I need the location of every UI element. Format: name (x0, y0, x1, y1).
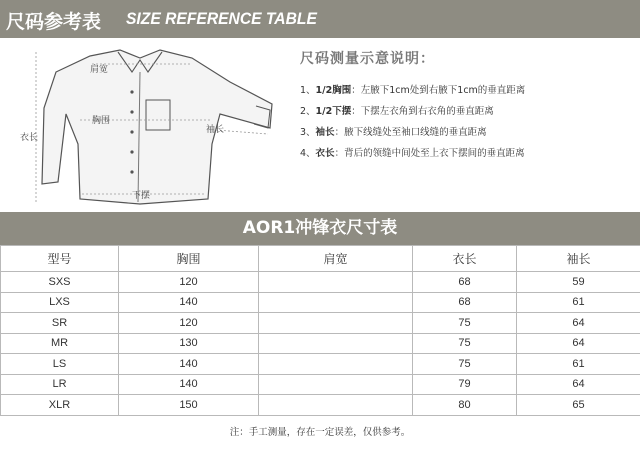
page-header (0, 0, 640, 38)
explanation-item: 4、衣长：背后的领缝中间处至上衣下摆间的垂直距离 (300, 148, 525, 159)
size-table (0, 245, 640, 416)
header-shoulder: 肩宽 (259, 246, 413, 272)
explanation-item: 2、1/2下摆：下摆左衣角到右衣角的垂直距离 (300, 106, 494, 117)
table-row: LS 140 75 61 (1, 354, 640, 375)
table-row: LXS 140 68 61 (1, 292, 640, 313)
measurement-note: 注：手工测量，存在一定误差，仅供参考。 (229, 427, 411, 438)
measurement-explanation (300, 48, 630, 164)
table-row: XLR 150 80 65 (1, 395, 640, 416)
label-sleeve: 袖长 (206, 125, 225, 135)
label-shoulder: 肩宽 (90, 65, 109, 75)
header-length: 衣长 (413, 246, 517, 272)
header-sleeve: 袖长 (517, 246, 640, 272)
table-row: SR 120 75 64 (1, 313, 640, 334)
label-hem: 下摆 (132, 191, 151, 201)
label-length: 衣长 (20, 133, 39, 143)
shirt-measurement-illustration (20, 44, 282, 208)
table-row: LR 140 79 64 (1, 374, 640, 395)
header-title-cn: 尺码参考表 (6, 11, 102, 33)
shirt-icon (20, 44, 282, 208)
header-title-en: SIZE REFERENCE TABLE (126, 9, 317, 28)
header-chest: 胸围 (119, 246, 259, 272)
size-table-title: AOR1冲锋衣尺寸表 (0, 212, 640, 245)
explanation-item: 3、袖长：腋下线缝处至袖口线缝的垂直距离 (300, 127, 487, 138)
label-chest: 胸围 (92, 116, 111, 126)
header-size: 型号 (1, 246, 119, 272)
table-header-row (1, 246, 640, 272)
explanation-title: 尺码测量示意说明： (300, 51, 435, 67)
table-row: SXS 120 68 59 (1, 272, 640, 293)
explanation-item: 1、1/2胸围：左腋下1cm处到右腋下1cm的垂直距离 (300, 85, 526, 96)
table-row: MR 130 75 64 (1, 333, 640, 354)
